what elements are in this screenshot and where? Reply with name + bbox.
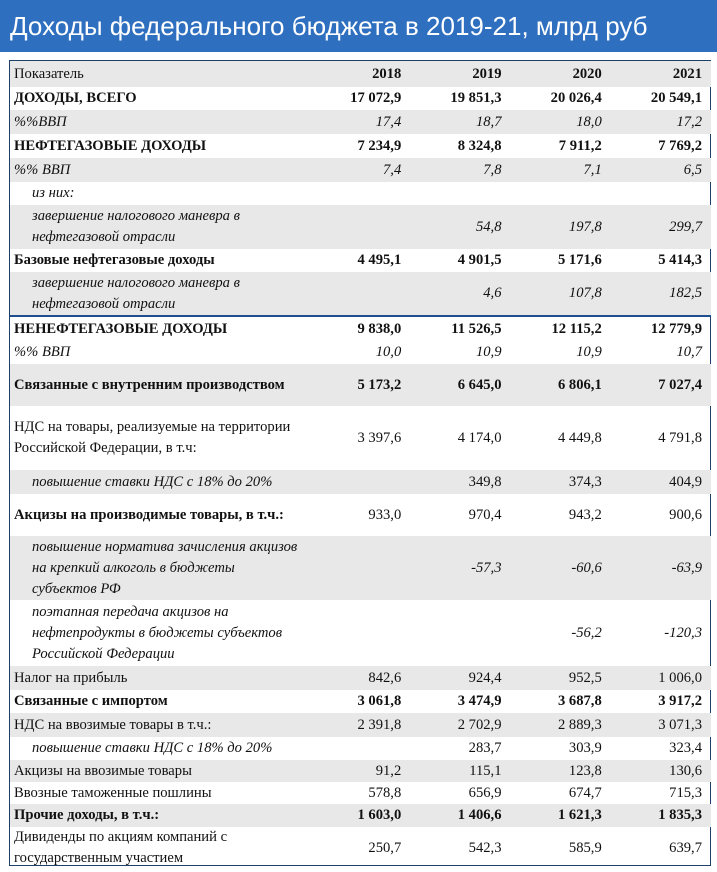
row-label: Дивиденды по акциям компаний с государственным участием: [14, 829, 228, 866]
table-row: [10, 494, 711, 536]
table-row: [10, 364, 711, 406]
cell-2020: 303,9: [568, 740, 602, 756]
cell-2019: 970,4: [468, 506, 502, 523]
cell-2020: 7 911,2: [558, 137, 602, 154]
cell-2019: 4,6: [410, 272, 510, 316]
cell-2019: 2 702,9: [410, 713, 510, 737]
cell-2020: 3 687,8: [557, 693, 602, 709]
cell-2018: [310, 182, 410, 205]
cell-2018: 17 072,9: [350, 90, 402, 106]
cell-2018: 933,0: [368, 506, 402, 523]
cell-2021: [611, 182, 711, 205]
table-header-row: [10, 61, 711, 87]
cell-2019: 283,7: [468, 740, 502, 756]
row-label: %% ВВП: [14, 344, 71, 360]
table-row: [10, 134, 711, 158]
cell-2021: 404,9: [611, 470, 711, 494]
row-label: Прочие доходы, в т.ч.:: [10, 804, 310, 827]
row-label: Ввозные таможенные пошлины: [14, 784, 212, 801]
cell-2018: 5 173,2: [310, 364, 410, 406]
table-row: [10, 737, 711, 760]
cell-2020: 674,7: [568, 784, 602, 801]
cell-2021: 6,5: [611, 158, 711, 182]
cell-2019: 3 474,9: [457, 693, 502, 709]
header-year-2020: 2020: [511, 61, 611, 87]
cell-2020: [511, 182, 611, 205]
row-label: НДС на товары, реализуемые на территории Российской Федерации, в т.ч:: [14, 419, 291, 456]
table-row: [10, 272, 711, 316]
cell-2018: 3 397,6: [357, 429, 402, 446]
cell-2021: -63,9: [611, 536, 711, 600]
header-year-2021: 2021: [611, 61, 711, 87]
table-row: [10, 158, 711, 182]
cell-2018: [310, 536, 410, 600]
cell-2020: 2 889,3: [511, 713, 611, 737]
table-row: [10, 536, 711, 600]
cell-2018: [310, 737, 410, 760]
header-year-2018: 2018: [310, 61, 410, 87]
cell-2019: [410, 600, 510, 666]
cell-2018: 17,4: [310, 110, 410, 134]
cell-2018: 1 603,0: [310, 804, 410, 827]
cell-2018: 7,4: [310, 158, 410, 182]
table-row: [10, 205, 711, 249]
table-row: [10, 827, 711, 869]
row-label: НЕФТЕГАЗОВЫЕ ДОХОДЫ: [14, 137, 207, 154]
cell-2018: 91,2: [310, 760, 410, 782]
row-label: повышение норматива зачисления акцизов на крепкий алкоголь в бюджеты субъектов РФ: [10, 536, 310, 600]
cell-2020: 7,1: [511, 158, 611, 182]
cell-2021: 715,3: [669, 784, 702, 801]
cell-2019: [410, 182, 510, 205]
cell-2020: 20 026,4: [550, 90, 602, 106]
row-label: из них:: [32, 185, 75, 201]
cell-2018: 9 838,0: [357, 320, 402, 337]
table-row: [10, 182, 711, 205]
cell-2019: 6 645,0: [410, 364, 510, 406]
cell-2019: 1 406,6: [410, 804, 510, 827]
cell-2018: 2 391,8: [310, 713, 410, 737]
cell-2018: [310, 600, 410, 666]
cell-2019: 19 851,3: [450, 90, 502, 106]
cell-2019: 7,8: [410, 158, 510, 182]
cell-2021: -120,3: [664, 624, 702, 641]
cell-2021: 10,7: [676, 344, 702, 360]
cell-2018: [310, 205, 410, 249]
cell-2020: 6 806,1: [511, 364, 611, 406]
page-title: Доходы федерального бюджета в 2019-21, млрд руб: [0, 0, 717, 52]
cell-2021: 1 006,0: [611, 666, 711, 690]
header-year-2019: 2019: [410, 61, 510, 87]
cell-2018: [310, 470, 410, 494]
cell-2019: 11 526,5: [451, 320, 502, 337]
cell-2020: 123,8: [511, 760, 611, 782]
cell-2021: 323,4: [669, 740, 702, 756]
revenue-table: [9, 60, 711, 866]
cell-2019: 115,1: [410, 760, 510, 782]
row-label: Базовые нефтегазовые доходы: [14, 252, 215, 268]
row-label: %% ВВП: [10, 158, 310, 182]
cell-2018: 250,7: [368, 839, 402, 856]
cell-2019: 8 324,8: [457, 137, 502, 154]
cell-2019: 54,8: [410, 205, 510, 249]
table-row: [10, 713, 711, 737]
cell-2021: 17,2: [611, 110, 711, 134]
row-label: повышение ставки НДС с 18% до 20%: [10, 470, 310, 494]
cell-2020: 5 171,6: [557, 252, 602, 268]
row-label: Акцизы на производимые товары, в т.ч.:: [14, 506, 284, 523]
cell-2019: 349,8: [410, 470, 510, 494]
cell-2021: 12 779,9: [650, 320, 702, 337]
table-row: [10, 782, 711, 804]
table-row: [10, 249, 711, 272]
cell-2021: 900,6: [669, 506, 702, 523]
cell-2020: -56,2: [571, 624, 602, 641]
cell-2019: -57,3: [410, 536, 510, 600]
cell-2021: 4 791,8: [658, 429, 702, 446]
cell-2018: 7 234,9: [357, 137, 402, 154]
cell-2020: 107,8: [511, 272, 611, 316]
cell-2019: 4 901,5: [457, 252, 502, 268]
table-row: [10, 406, 711, 470]
cell-2021: 1 835,3: [611, 804, 711, 827]
cell-2019: 18,7: [410, 110, 510, 134]
cell-2019: 542,3: [468, 839, 502, 856]
row-label: Акцизы на ввозимые товары: [10, 760, 310, 782]
cell-2021: 639,7: [669, 839, 702, 856]
cell-2021: 182,5: [611, 272, 711, 316]
table-row: [10, 316, 711, 341]
cell-2020: 952,5: [511, 666, 611, 690]
row-label: поэтапная передача акцизов на нефтепродукты в бюджеты субъектов Российской Федерации: [32, 603, 283, 662]
table-row: [10, 341, 711, 364]
cell-2020: 197,8: [511, 205, 611, 249]
header-indicator: Показатель: [10, 61, 310, 87]
cell-2021: 5 414,3: [658, 252, 702, 268]
cell-2019: 656,9: [468, 784, 502, 801]
cell-2020: -60,6: [511, 536, 611, 600]
table-row: [10, 804, 711, 827]
cell-2020: 374,3: [511, 470, 611, 494]
cell-2020: 4 449,8: [557, 429, 602, 446]
row-label: Налог на прибыль: [10, 666, 310, 690]
cell-2021: 3 071,3: [611, 713, 711, 737]
cell-2018: 4 495,1: [357, 252, 402, 268]
row-label: завершение налогового маневра в нефтегазовой отрасли: [10, 205, 310, 249]
cell-2018: 3 061,8: [357, 693, 402, 709]
cell-2021: 7 027,4: [611, 364, 711, 406]
table-row: [10, 690, 711, 713]
cell-2018: 578,8: [368, 784, 402, 801]
cell-2021: 3 917,2: [658, 693, 702, 709]
cell-2020: 1 621,3: [511, 804, 611, 827]
cell-2020: 585,9: [568, 839, 602, 856]
cell-2020: 10,9: [576, 344, 602, 360]
cell-2021: 130,6: [611, 760, 711, 782]
row-label: повышение ставки НДС с 18% до 20%: [32, 740, 273, 756]
cell-2021: 299,7: [611, 205, 711, 249]
cell-2021: 20 549,1: [650, 90, 702, 106]
table-row: [10, 760, 711, 782]
cell-2018: 842,6: [310, 666, 410, 690]
table-row: [10, 666, 711, 690]
cell-2019: 924,4: [410, 666, 510, 690]
cell-2018: [310, 272, 410, 316]
table-row: [10, 600, 711, 666]
cell-2020: 943,2: [568, 506, 602, 523]
row-label: Связанные с импортом: [14, 693, 168, 709]
cell-2018: 10,0: [375, 344, 402, 360]
row-label: ДОХОДЫ, ВСЕГО: [14, 90, 137, 106]
table-row: [10, 87, 711, 110]
table-row: [10, 470, 711, 494]
cell-2020: 12 115,2: [551, 320, 602, 337]
table-row: [10, 110, 711, 134]
cell-2019: 10,9: [475, 344, 502, 360]
row-label: %%ВВП: [10, 110, 310, 134]
cell-2019: 4 174,0: [457, 429, 502, 446]
row-label: завершение налогового маневра в нефтегазовой отрасли: [10, 272, 310, 316]
cell-2020: 18,0: [511, 110, 611, 134]
row-label: Связанные с внутренним производством: [10, 364, 310, 406]
row-label: НДС на ввозимые товары в т.ч.:: [10, 713, 310, 737]
row-label: НЕНЕФТЕГАЗОВЫЕ ДОХОДЫ: [14, 320, 228, 337]
cell-2021: 7 769,2: [658, 137, 702, 154]
